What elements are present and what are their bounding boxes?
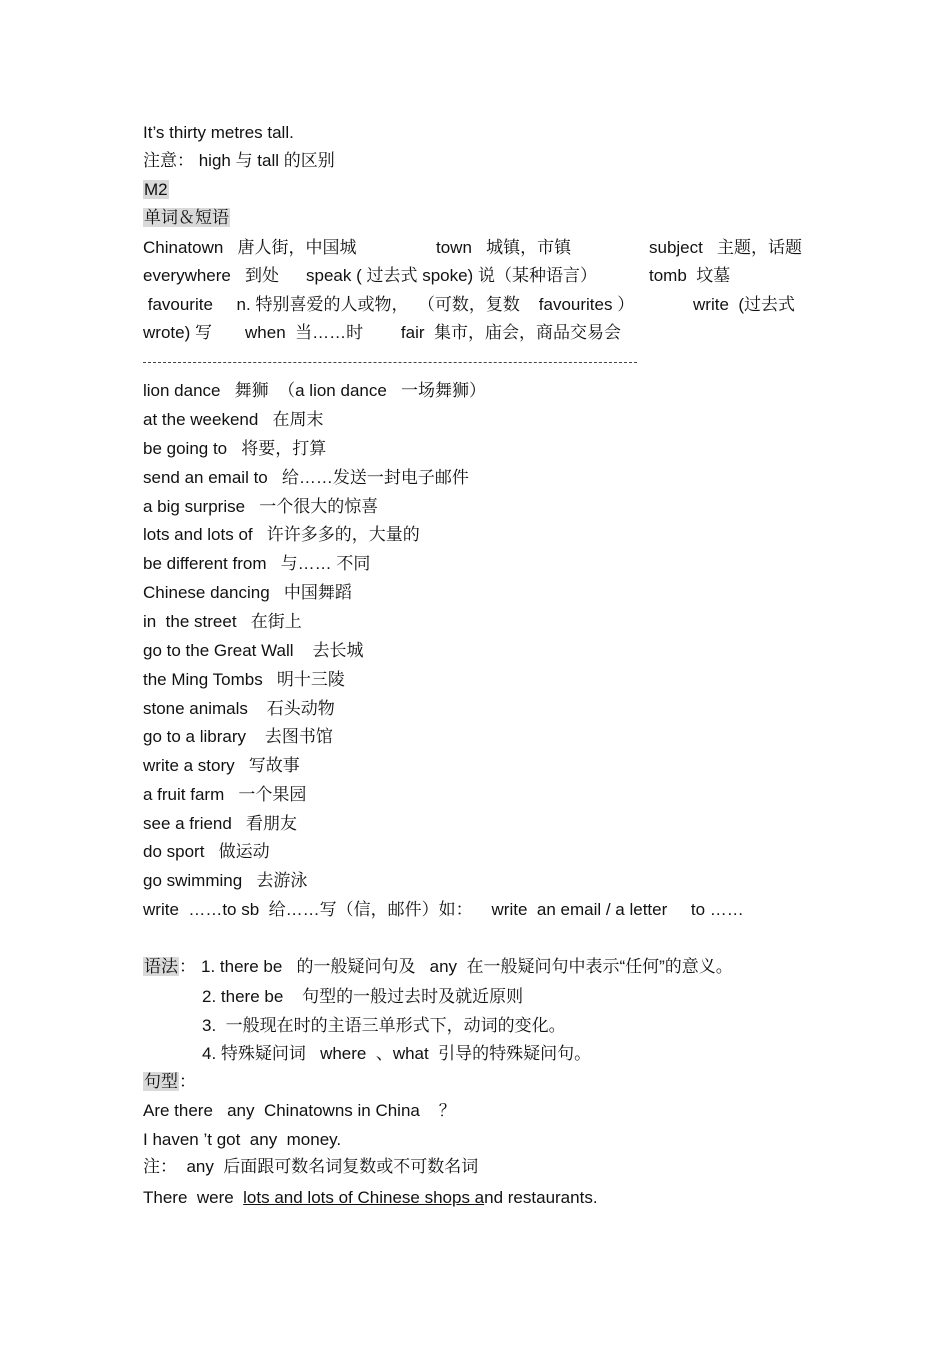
phrase-item: a fruit farm 一个果园: [143, 785, 307, 804]
grammar-item: 1. there be 的一般疑问句及 any 在一般疑问句中表示“任何”的意义。: [201, 957, 733, 976]
vocab-subject: subject 主题，话题: [649, 238, 803, 257]
underlined-phrase: lots and lots of Chinese shops a: [243, 1188, 485, 1207]
dashed-divider: [143, 362, 637, 363]
phrase-item: in the street 在街上: [143, 612, 302, 631]
intro-sentence: It’s thirty metres tall.: [143, 123, 294, 142]
phrase-item: at the weekend 在周末: [143, 410, 324, 429]
phrase-item: go to a library 去图书馆: [143, 727, 333, 746]
grammar-item: 2. there be 句型的一般过去时及就近原则: [202, 987, 524, 1006]
vocab-town: town 城镇，市镇: [436, 238, 572, 257]
vocab-chinatown: Chinatown 唐人街，中国城: [143, 238, 357, 257]
grammar-item: 3. 一般现在时的主语三单形式下，动词的变化。: [202, 1016, 566, 1035]
vocab-tomb: tomb 坟墓: [649, 266, 731, 285]
phrase-item: be going to 将要，打算: [143, 439, 327, 458]
intro-note: 注意： high 与 tall 的区别: [143, 151, 335, 170]
phrase-item: be different from 与…… 不同: [143, 554, 371, 573]
phrase-item: a big surprise 一个很大的惊喜: [143, 497, 379, 516]
sentence-note: 注： any 后面跟可数名词复数或不可数名词: [143, 1157, 479, 1176]
phrase-item: see a friend 看朋友: [143, 814, 298, 833]
grammar-item: 4. 特殊疑问词 where 、what 引导的特殊疑问句。: [202, 1044, 592, 1063]
phrase-item: send an email to 给……发送一封电子邮件: [143, 468, 469, 487]
phrase-item: go to the Great Wall 去长城: [143, 641, 364, 660]
phrase-item: write ……to sb 给……写（信，邮件）如： write an email / a letter to ……: [143, 900, 744, 919]
phrase-item: do sport 做运动: [143, 842, 270, 861]
sentence-line: I haven ’t got any money.: [143, 1130, 342, 1149]
vocab-speak: speak ( 过去式 spoke) 说（某种语言）: [306, 266, 597, 285]
phrase-item: Chinese dancing 中国舞蹈: [143, 583, 352, 602]
phrase-item: lion dance 舞狮 （a lion dance 一场舞狮）: [143, 381, 486, 400]
sentence-line: Are there any Chinatowns in China ？: [143, 1101, 456, 1120]
vocab-heading: 单词＆短语: [144, 208, 229, 227]
phrase-item: the Ming Tombs 明十三陵: [143, 670, 345, 689]
phrase-item: stone animals 石头动物: [143, 699, 335, 718]
grammar-label: 语法：: [144, 957, 196, 976]
vocab-wrote-when-fair: wrote) 写 when 当……时 fair 集市，庙会，商品交易会: [143, 323, 621, 342]
module-label: M2: [144, 180, 168, 199]
phrase-item: go swimming 去游泳: [143, 871, 308, 890]
sentence-example: There were lots and lots of Chinese shops and restaurants.: [143, 1188, 598, 1207]
vocab-favourite: favourite n. 特别喜爱的人或物， （可数，复数 favourites ）: [143, 295, 635, 314]
phrase-item: lots and lots of 许许多多的，大量的: [143, 525, 420, 544]
phrase-item: write a story 写故事: [143, 756, 300, 775]
sentence-label: 句型：: [144, 1072, 196, 1091]
vocab-write: write (过去式: [693, 295, 795, 314]
vocab-everywhere: everywhere 到处: [143, 266, 280, 285]
